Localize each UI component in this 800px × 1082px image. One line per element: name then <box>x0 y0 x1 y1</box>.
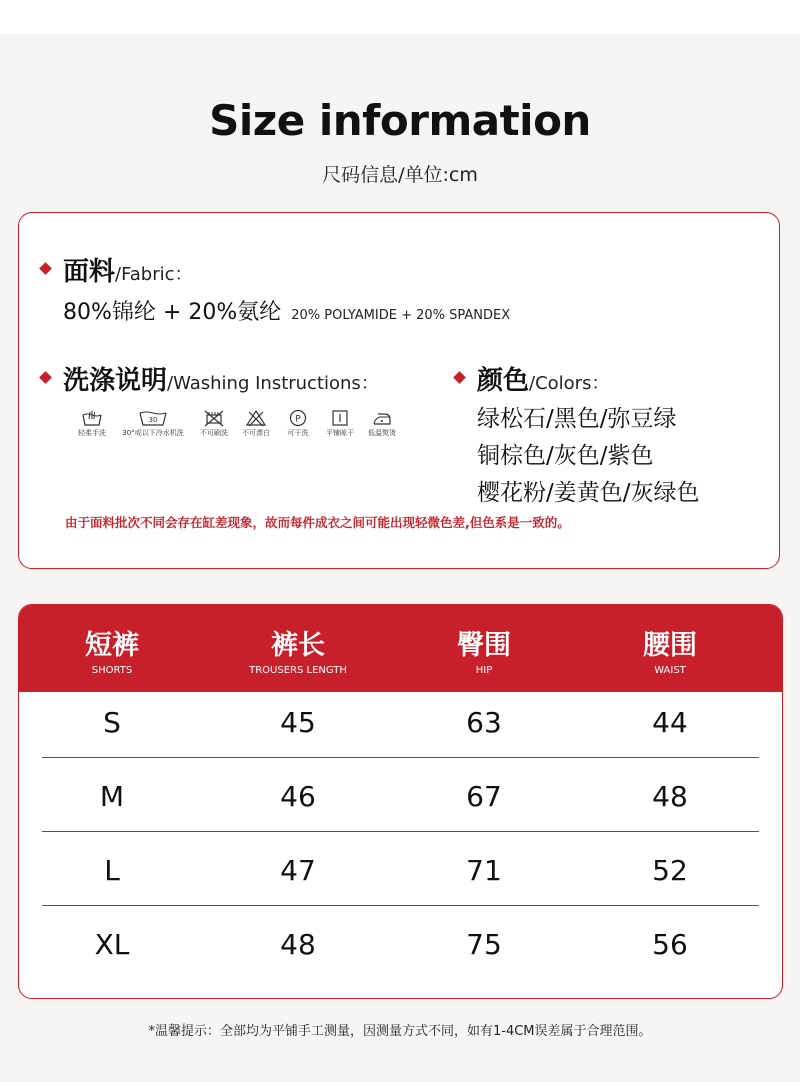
wash-label: 轻柔手洗 <box>78 429 106 437</box>
low-iron-item <box>361 409 403 438</box>
flat-dry-icon <box>330 409 350 427</box>
header-zh: 臀围 <box>457 630 511 661</box>
colors-line: 绿松石/黑色/弥豆绿 <box>477 406 677 432</box>
hip-cell: 63 <box>466 706 502 739</box>
wash-label: 不可刷洗 <box>200 429 228 437</box>
header-en: SHORTS <box>91 665 133 676</box>
washing-icons <box>71 409 403 438</box>
wash-label: 30°或以下冷水机洗 <box>122 429 184 437</box>
row-divider <box>42 757 759 758</box>
hand-wash-item <box>71 409 113 438</box>
size-cell: XL <box>94 928 130 961</box>
info-card <box>18 212 780 569</box>
wash-label: 低温熨烫 <box>368 429 396 437</box>
waist-cell: 44 <box>652 706 688 739</box>
colors-line: 樱花粉/姜黄色/灰绿色 <box>477 480 700 506</box>
waist-cell: 48 <box>652 780 688 813</box>
top-strip <box>0 0 800 34</box>
header-en: HIP <box>475 665 493 676</box>
size-cell: M <box>99 780 125 813</box>
fabric-content-en: 20% POLYAMIDE + 20% SPANDEX <box>291 308 511 323</box>
diamond-bullet-icon <box>453 371 466 384</box>
row-divider <box>42 831 759 832</box>
waist-cell: 56 <box>652 928 688 961</box>
machine-wash-30-icon <box>138 409 168 427</box>
fabric-heading-en: /Fabric： <box>115 264 193 285</box>
header-zh: 短裤 <box>85 630 139 661</box>
dry-clean-icon <box>288 409 308 427</box>
header-col-waist <box>577 605 763 679</box>
length-cell: 46 <box>280 780 316 813</box>
colors-list <box>477 401 700 512</box>
washing-heading-en: /Washing Instructions： <box>167 373 379 394</box>
header-col-hip <box>391 605 577 679</box>
wash-label: 可干洗 <box>287 429 309 437</box>
colors-heading <box>477 360 609 397</box>
colors-heading-zh: 颜色 <box>477 366 530 396</box>
table-row <box>19 840 782 914</box>
dry-clean-item <box>277 409 319 438</box>
page-title: Size information <box>209 96 591 145</box>
flat-dry-item <box>319 409 361 438</box>
colors-heading-en: /Colors： <box>529 373 610 394</box>
dry-clean-letter: P <box>295 414 301 425</box>
header-col-length <box>205 605 391 679</box>
no-brush-icon <box>202 409 226 427</box>
hip-cell: 71 <box>466 854 502 887</box>
size-cell: S <box>103 706 121 739</box>
header-zh: 腰围 <box>643 630 697 661</box>
fabric-heading <box>63 251 193 288</box>
page-subtitle: 尺码信息/单位:cm <box>322 164 478 186</box>
header-zh: 裤长 <box>271 630 325 661</box>
table-row <box>19 692 782 766</box>
row-divider <box>42 905 759 906</box>
color-difference-note: 由于面料批次不同会存在缸差现象，故而每件成衣之间可能出现轻微色差,但色系是一致的。 <box>65 515 570 530</box>
machine-wash-item <box>113 409 193 438</box>
header-col-size <box>19 605 205 679</box>
wash-temp-text: 30 <box>148 416 158 424</box>
fabric-content-zh: 80%锦纶 + 20%氨纶 <box>63 300 282 325</box>
header-en: WAIST <box>654 665 686 676</box>
diamond-bullet-icon <box>39 371 52 384</box>
washing-heading-zh: 洗涤说明 <box>63 366 168 396</box>
no-bleach-icon <box>245 409 267 427</box>
size-cell: L <box>104 854 120 887</box>
no-brush-item <box>193 409 235 438</box>
diamond-bullet-icon <box>39 262 52 275</box>
hip-cell: 75 <box>466 928 502 961</box>
table-row <box>19 914 782 988</box>
table-row <box>19 766 782 840</box>
washing-heading <box>63 360 379 397</box>
length-cell: 45 <box>280 706 316 739</box>
hand-wash-icon <box>81 409 103 427</box>
wash-label: 不可漂白 <box>242 429 270 437</box>
waist-cell: 52 <box>652 854 688 887</box>
size-table <box>18 604 783 999</box>
fabric-content <box>63 295 510 326</box>
wash-label: 平铺晾干 <box>326 429 354 437</box>
length-cell: 48 <box>280 928 316 961</box>
size-table-header <box>19 605 782 692</box>
colors-line: 铜棕色/灰色/紫色 <box>477 443 654 469</box>
measurement-tip: *温馨提示：全部均为平铺手工测量，因测量方式不同，如有1-4CM误差属于合理范围。 <box>148 1024 652 1039</box>
no-bleach-item <box>235 409 277 438</box>
header-en: TROUSERS LENGTH <box>249 665 347 676</box>
hip-cell: 67 <box>466 780 502 813</box>
low-iron-icon <box>371 409 393 427</box>
length-cell: 47 <box>280 854 316 887</box>
fabric-heading-zh: 面料 <box>63 257 116 287</box>
